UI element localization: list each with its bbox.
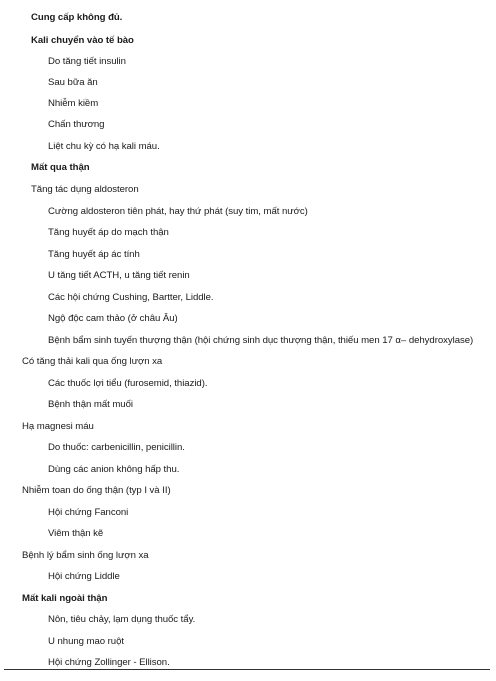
list-item: Liệt chu kỳ có hạ kali máu.	[48, 141, 160, 152]
list-item: Nhiễm toan do ống thận (typ I và II)	[22, 485, 171, 496]
list-item: Hội chứng Zollinger - Ellison.	[48, 657, 170, 668]
list-item: Dùng các anion không hấp thu.	[48, 464, 180, 475]
list-item: Do tăng tiết insulin	[48, 56, 126, 67]
list-item: Do thuốc: carbenicillin, penicillin.	[48, 442, 185, 453]
list-item: Bệnh thận mất muối	[48, 399, 133, 410]
list-item: Các thuốc lợi tiểu (furosemid, thiazid).	[48, 378, 208, 389]
list-item: Tăng tác dụng aldosteron	[31, 184, 139, 195]
list-item: Nhiễm kiềm	[48, 98, 99, 109]
footer-rule	[4, 669, 490, 670]
section-heading: Mất qua thận	[31, 162, 90, 173]
list-item: Chấn thương	[48, 119, 105, 130]
list-item: Nôn, tiêu chảy, lạm dụng thuốc tẩy.	[48, 614, 196, 625]
list-item: Cường aldosteron tiên phát, hay thứ phát (suy tim, mất nước)	[48, 206, 308, 217]
list-item: U tăng tiết ACTH, u tăng tiết renin	[48, 270, 190, 281]
section-heading: Mất kali ngoài thận	[22, 593, 108, 604]
list-item: Bệnh bẩm sinh tuyến thượng thận (hội chứng sinh dục thượng thận, thiếu men 17 α– dehydroxylase)	[48, 335, 474, 346]
list-item: Sau bữa ăn	[48, 77, 98, 88]
list-item: Các hội chứng Cushing, Bartter, Liddle.	[48, 292, 214, 303]
list-item: Viêm thận kẽ	[48, 528, 104, 539]
section-heading: Cung cấp không đủ.	[31, 12, 123, 23]
list-item: Tăng huyết áp ác tính	[48, 249, 140, 260]
list-item: Hạ magnesi máu	[22, 421, 94, 432]
list-item: Ngộ độc cam thảo (ở châu Âu)	[48, 313, 178, 324]
list-item: U nhung mao ruột	[48, 636, 124, 647]
list-item: Tăng huyết áp do mạch thận	[48, 227, 169, 238]
section-heading: Kali chuyển vào tế bào	[31, 35, 134, 46]
list-item: Hội chứng Fanconi	[48, 507, 129, 518]
list-item: Có tăng thải kali qua ống lượn xa	[22, 356, 163, 367]
list-item: Hội chứng Liddle	[48, 571, 120, 582]
list-item: Bệnh lý bẩm sinh ống lượn xa	[22, 550, 149, 561]
